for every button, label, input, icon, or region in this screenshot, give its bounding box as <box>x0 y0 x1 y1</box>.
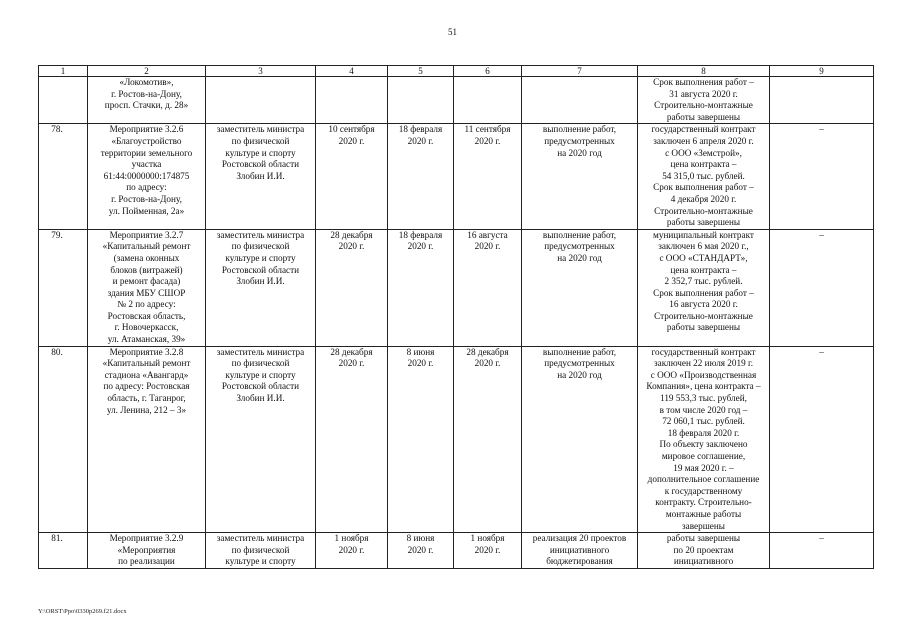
column-header: 2 <box>88 66 206 77</box>
column-header: 6 <box>454 66 522 77</box>
note-cell: – <box>770 346 874 533</box>
planned-date-cell: 1 ноября 2020 г. <box>316 533 388 569</box>
column-header: 9 <box>770 66 874 77</box>
event-cell: Мероприятие 3.2.9 «Мероприятия по реализации <box>88 533 206 569</box>
event-cell: Мероприятие 3.2.6 «Благоустройство территории земельного участка 61:44:0000000:174875 по адресу: г. Ростов-на-Дону, ул. Пойменная, 2а» <box>88 124 206 229</box>
actual-date-cell <box>454 77 522 124</box>
start-date-cell: 8 июня 2020 г. <box>388 533 454 569</box>
note-cell: – <box>770 229 874 346</box>
actual-date-cell: 1 ноября 2020 г. <box>454 533 522 569</box>
column-header: 5 <box>388 66 454 77</box>
report-table <box>38 65 874 569</box>
table-row <box>39 77 874 124</box>
responsible-cell: заместитель министра по физической культуре и спорту <box>206 533 316 569</box>
row-number-cell: 79. <box>39 229 88 346</box>
file-path-footer: Y:\ORST\Ppo\0330p269.f21.docx <box>38 608 127 615</box>
actual-date-cell: 28 декабря 2020 г. <box>454 346 522 533</box>
event-cell: «Локомотив», г. Ростов-на-Дону, просп. Стачки, д. 28» <box>88 77 206 124</box>
planned-date-cell: 10 сентября 2020 г. <box>316 124 388 229</box>
note-cell: – <box>770 124 874 229</box>
responsible-cell: заместитель министра по физической культуре и спорту Ростовской области Злобин И.И. <box>206 124 316 229</box>
event-cell: Мероприятие 3.2.7 «Капитальный ремонт (замена оконных блоков (витражей) и ремонт фасада) здания МБУ СШОР № 2 по адресу: Ростовская область, г. Новочеркасск, ул. Атаманская, 39» <box>88 229 206 346</box>
start-date-cell <box>388 77 454 124</box>
status-cell: Срок выполнения работ – 31 августа 2020 г. Строительно-монтажные работы завершены <box>638 77 770 124</box>
start-date-cell: 8 июня 2020 г. <box>388 346 454 533</box>
result-cell: выполнение работ, предусмотренных на 2020 год <box>522 124 638 229</box>
event-cell: Мероприятие 3.2.8 «Капитальный ремонт стадиона «Авангард» по адресу: Ростовская область, г. Таганрог, ул. Ленина, 212 – 3» <box>88 346 206 533</box>
result-cell: выполнение работ, предусмотренных на 2020 год <box>522 346 638 533</box>
note-cell <box>770 77 874 124</box>
responsible-cell: заместитель министра по физической культуре и спорту Ростовской области Злобин И.И. <box>206 229 316 346</box>
column-number-row <box>39 66 874 77</box>
result-cell: реализация 20 проектов инициативного бюджетирования <box>522 533 638 569</box>
actual-date-cell: 11 сентября 2020 г. <box>454 124 522 229</box>
start-date-cell: 18 февраля 2020 г. <box>388 124 454 229</box>
result-cell: выполнение работ, предусмотренных на 2020 год <box>522 229 638 346</box>
status-cell: государственный контракт заключен 6 апреля 2020 г. с ООО «Земстрой», цена контракта – 54 315,0 тыс. рублей. Срок выполнения работ – 4 декабря 2020 г. Строительно-монтажные работы завершены <box>638 124 770 229</box>
planned-date-cell <box>316 77 388 124</box>
row-number-cell: 81. <box>39 533 88 569</box>
responsible-cell: заместитель министра по физической культуре и спорту Ростовской области Злобин И.И. <box>206 346 316 533</box>
planned-date-cell: 28 декабря 2020 г. <box>316 229 388 346</box>
actual-date-cell: 16 августа 2020 г. <box>454 229 522 346</box>
note-cell: – <box>770 533 874 569</box>
column-header: 3 <box>206 66 316 77</box>
planned-date-cell: 28 декабря 2020 г. <box>316 346 388 533</box>
table-row <box>39 533 874 569</box>
column-header: 7 <box>522 66 638 77</box>
column-header: 4 <box>316 66 388 77</box>
table-row <box>39 229 874 346</box>
table-row <box>39 124 874 229</box>
page-number: 51 <box>448 27 457 37</box>
column-header: 1 <box>39 66 88 77</box>
table-row <box>39 346 874 533</box>
row-number-cell: 78. <box>39 124 88 229</box>
start-date-cell: 18 февраля 2020 г. <box>388 229 454 346</box>
status-cell: работы завершены по 20 проектам инициативного <box>638 533 770 569</box>
status-cell: государственный контракт заключен 22 июля 2019 г. с ООО «Производственная Компания», цена контракта – 119 553,3 тыс. рублей, в том числе 2020 год – 72 060,1 тыс. рублей. 18 февраля 2020 г. По объекту заключено мировое соглашение, 19 мая 2020 г. – дополнительное соглашение к государственному контракту. Строительно- монтажные работы завершены <box>638 346 770 533</box>
column-header: 8 <box>638 66 770 77</box>
row-number-cell: 80. <box>39 346 88 533</box>
responsible-cell <box>206 77 316 124</box>
row-number-cell <box>39 77 88 124</box>
status-cell: муниципальный контракт заключен 6 мая 2020 г., с ООО «СТАНДАРТ», цена контракта – 2 352,7 тыс. рублей. Срок выполнения работ – 16 августа 2020 г. Строительно-монтажные работы завершены <box>638 229 770 346</box>
result-cell <box>522 77 638 124</box>
